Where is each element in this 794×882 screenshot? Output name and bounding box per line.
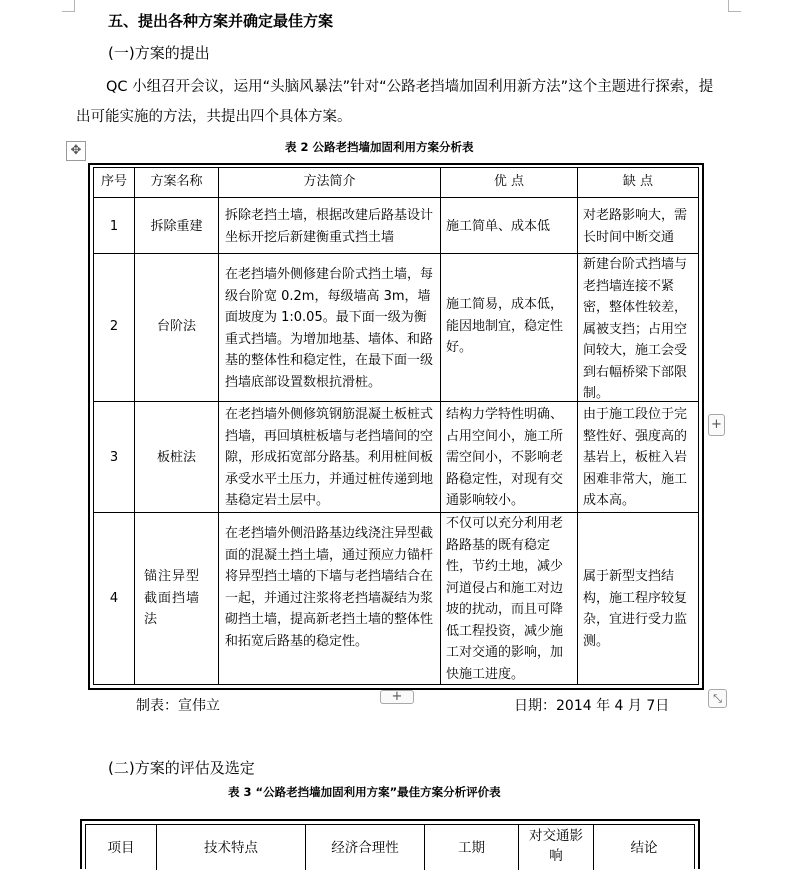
table-cell-cons: 新建台阶式挡墙与老挡墙连接不紧密，整体性较差，属被支挡；占用空间较大，施工会受到右幅桥梁下部限制。: [583, 257, 688, 401]
table2-header-cell: 序号: [100, 174, 127, 189]
table-cell-cons: 由于施工段位于完整性好、强度高的基岩上，板桩入岩困难非常大，施工成本高。: [583, 407, 688, 508]
table3-header-cell: 结论: [630, 840, 658, 856]
table3-header-cell: 技术特点: [204, 840, 258, 856]
table-cell-pros: 结构力学特性明确、占用空间小，施工所需空间小，不影响老路稳定性，对现有交通影响较小。: [446, 407, 564, 508]
table-cell-number: 4: [109, 591, 119, 606]
table-cell-pros: 不仅可以充分利用老路路基的既有稳定性，节约土地，减少河道侵占和施工对边坡的扰动，而且可降低工程投资，减少施工对交通的影响，加快施工进度。: [446, 516, 564, 682]
table-move-handle-icon[interactable]: ✥: [66, 141, 86, 161]
section-heading: 五、提出各种方案并确定最佳方案: [108, 12, 334, 30]
table2-made-by: 制表：宣伟立: [136, 698, 220, 714]
add-row-plus-icon[interactable]: +: [380, 690, 414, 704]
table-cell-name: 拆除重建: [150, 219, 203, 234]
subsection-heading-evaluation: (二)方案的评估及选定: [108, 759, 255, 777]
subsection-heading-proposal: (一)方案的提出: [108, 44, 210, 62]
table-cell-name: 板桩法: [156, 450, 196, 465]
table2-header-cell: 方案名称: [150, 174, 203, 189]
add-column-plus-icon[interactable]: +: [708, 414, 725, 436]
table3-header-cell: 经济合理性: [331, 840, 399, 856]
table-cell-cons: 对老路影响大，需长时间中断交通: [583, 208, 688, 245]
page-corner-mark-left: [62, 0, 75, 12]
table-resize-handle-icon[interactable]: ⤡: [708, 689, 727, 708]
table3-header-cell: 对交通影响: [529, 828, 583, 864]
table-cell-name: 台阶法: [156, 319, 196, 334]
table-cell-number: 3: [109, 450, 119, 465]
table2-header-cell: 优 点: [493, 174, 525, 189]
table-cell-number: 1: [109, 219, 119, 234]
table-cell-pros: 施工简易，成本低，能因地制宜，稳定性好。: [446, 297, 564, 355]
table-cell-method: 在老挡墙外侧修筑钢筋混凝土板桩式挡墙，再回填桩板墙与老挡墙间的空隙，形成拓宽部分路基。利用桩间板承受水平土压力，并通过桩传递到地基稳定岩土层中。: [225, 407, 434, 508]
table3-header-cell: 项目: [107, 840, 135, 856]
table2-caption: 表 2 公路老挡墙加固利用方案分析表: [285, 140, 474, 154]
table-cell-method: 拆除老挡土墙，根据改建后路基设计坐标开挖后新建衡重式挡土墙: [225, 208, 434, 245]
table-cell-number: 2: [109, 319, 119, 334]
page-corner-mark-right: [728, 0, 741, 12]
table-cell-cons: 属于新型支挡结构，施工程序较复杂，宜进行受力监测。: [583, 569, 688, 649]
table3-header-cell: 工期: [458, 840, 485, 856]
table-cell-method: 在老挡墙外侧修建台阶式挡土墙，每级台阶宽 0.2m，每级墙高 3m，墙面坡度为 1:0.05。最下面一级为衡重式挡墙。为增加地基、墙体、和路基的整体性和稳定性，在最下面一级挡墙底部设置数根抗滑桩。: [225, 267, 434, 390]
table-cell-name: 锚注异型截面挡墙法: [144, 569, 201, 627]
intro-paragraph: QC 小组召开会议，运用“头脑风暴法”针对“公路老挡墙加固利用新方法”这个主题进行探索，提出可能实施的方法，共提出四个具体方案。: [76, 79, 714, 125]
table2-date: 日期：2014 年 4 月 7日: [514, 698, 670, 714]
table2-header-cell: 缺 点: [622, 174, 654, 189]
table3: [85, 824, 695, 869]
table2: [93, 167, 699, 685]
table2-header-cell: 方法简介: [303, 174, 356, 189]
table-cell-pros: 施工简单、成本低: [446, 219, 551, 234]
table3-caption: 表 3 “公路老挡墙加固利用方案”最佳方案分析评价表: [228, 785, 501, 799]
table-cell-method: 在老挡墙外侧沿路基边线浇注异型截面的混凝土挡土墙，通过预应力锚杆将异型挡土墙的下墙与老挡墙结合在一起，并通过注浆将老挡墙凝结为浆砌挡土墙，提高新老挡土墙的整体性和拓宽后路基的稳定性。: [225, 526, 434, 649]
